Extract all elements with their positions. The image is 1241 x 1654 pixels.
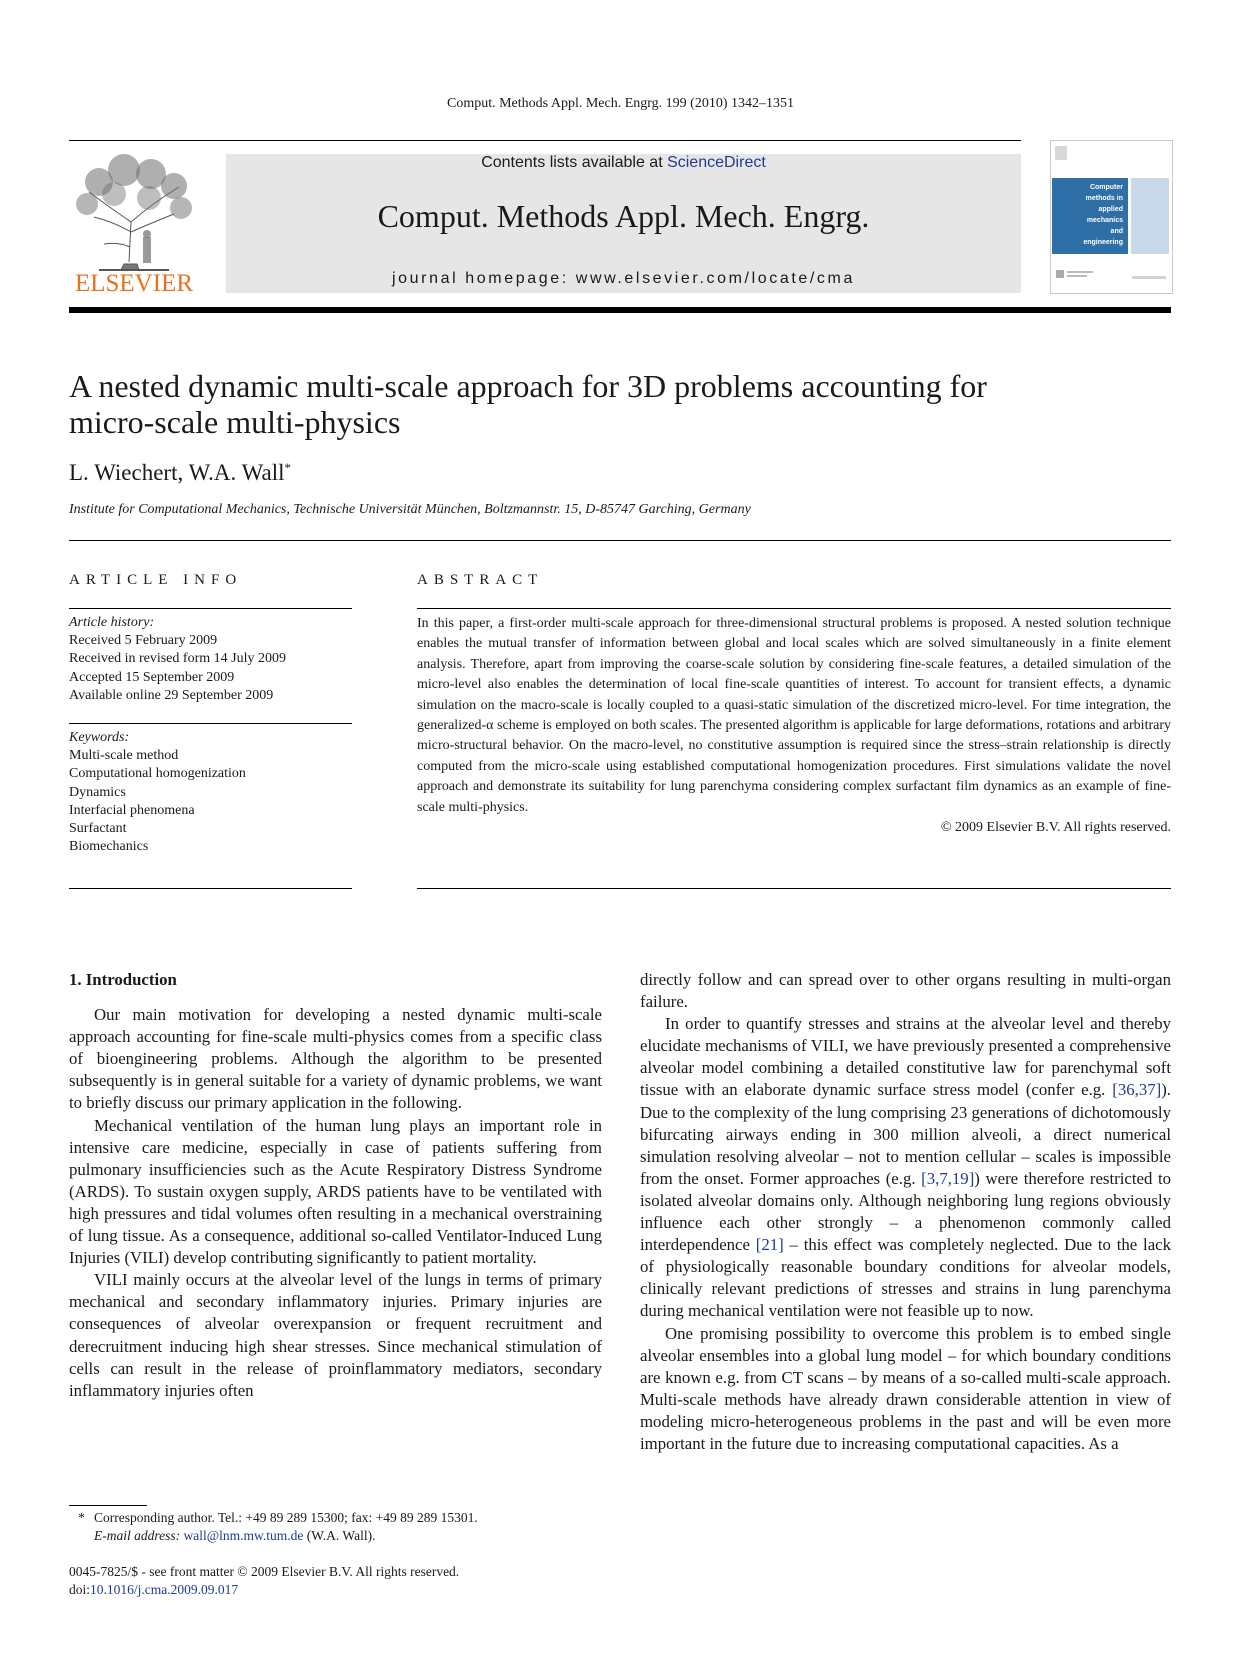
- paragraph-text: In order to quantify stresses and strains at the alveolar level and thereby elucidate mechanisms of VILI, we have previously presented a comprehensive alveolar model combining a detailed constitutive law for parenchymal soft tissue with an elaborate dynamic surface stress model (confer e.g.: [640, 1014, 1171, 1100]
- author-names: L. Wiechert, W.A. Wall: [69, 460, 285, 485]
- cover-title-block: [1052, 178, 1128, 254]
- paragraph-text: ) were therefore restricted to isolated alveolar domains only. Although neighboring lung regions obviously influence each other strongly – a phenomenon commonly called interdependence: [640, 1168, 1172, 1255]
- elsevier-wordmark: ELSEVIER: [74, 270, 194, 297]
- body-column-right: [640, 969, 1171, 1455]
- cover-line: Computer: [1089, 184, 1123, 191]
- issn-line: 0045-7825/$ - see front matter © 2009 Elsevier B.V. All rights reserved.: [69, 1564, 460, 1579]
- article-info-rule-middle: [69, 723, 352, 724]
- doi-prefix: doi:: [69, 1582, 91, 1597]
- email-link[interactable]: wall@lnm.mw.tum.de: [183, 1528, 304, 1543]
- footnote-line: [69, 1509, 629, 1527]
- running-header: Comput. Methods Appl. Mech. Engrg. 199 (2010) 1342–1351: [446, 96, 794, 111]
- keyword-item: Biomechanics: [69, 839, 149, 855]
- keyword-item: Computational homogenization: [69, 766, 246, 782]
- keyword-item: Surfactant: [69, 821, 127, 837]
- abstract-body: [417, 614, 1171, 838]
- body-paragraph: Mechanical ventilation of the human lung plays an important role in intensive care medicine, especially in case of patients suffering from pulmonary insufficiencies such as the Acute Respiratory Distress Syndrome (ARDS). To sustain oxygen supply, ARDS patients have to be ventilated with high pressures and tidal volumes often resulting in a mechanical overstraining of lung tissue. As a consequence, additional so-called Ventilator-Induced Lung Injuries (VILI) develop contributing significantly to patient mortality.: [69, 1115, 602, 1268]
- section-heading-introduction: 1. Introduction: [69, 970, 177, 989]
- top-rule: [69, 140, 1021, 141]
- citation-link[interactable]: [21]: [755, 1235, 784, 1255]
- cover-side-panel: [1131, 178, 1169, 254]
- cover-bottom-line: [1132, 276, 1166, 279]
- abstract-text: In this paper, a first-order multi-scale approach for three-dimensional structural problems is proposed. A nested solution technique enables the mutual transfer of information between global and local scales which are solved simultaneously in a finite element analysis. Therefore, apart from improving the coarse-scale solution by considering fine-scale features, a detailed simulation of the micro-level also enables the determination of local fine-scale quantities of interest. To account for transient effects, a dynamic simulation on the macro-scale is locally coupled to a quasi-static simulation of the discretized micro-level. For time integration, the generalized-α scheme is employed on both scales. The presented algorithm is applicable for large deformations, rotations and arbitrary micro-structural behavior. On the macro-level, no constitutive assumption is required since the stress–strain relationship is directly computed from the micro-scale using established computational homogenization procedures. First simulations validate the novel approach and demonstrate its suitability for lung parenchyma considering complex surfactant film dynamics as an example of fine-scale multi-physics.: [417, 616, 1171, 815]
- article-title: A nested dynamic multi-scale approach for 3D problems accounting for micro-scale multi-physics: [69, 368, 987, 440]
- keyword-item: Interfacial phenomena: [69, 802, 195, 818]
- title-rule: [69, 540, 1171, 541]
- cover-line: mechanics: [1086, 217, 1123, 224]
- abstract-rule-bottom: [417, 888, 1171, 889]
- footnote-mark: *: [78, 1510, 85, 1525]
- email-label: E-mail address:: [94, 1528, 181, 1543]
- article-info-rule-top: [69, 608, 352, 609]
- keywords-label: Keywords:: [69, 730, 130, 745]
- cover-line: engineering: [1083, 239, 1123, 246]
- email-suffix: (W.A. Wall).: [303, 1528, 376, 1543]
- paragraph-text: – this effect was completely neglected. Due to the lack of physiologically reasonable boundary conditions for alveolar models, clinically relevant predictions of stresses and strains in lung parenchyma during mechanical ventilation were not feasible up to now.: [640, 1235, 1171, 1321]
- elsevier-logo[interactable]: [69, 152, 199, 297]
- keyword-item: Multi-scale method: [69, 748, 179, 764]
- issn-doi-block: [69, 1563, 669, 1599]
- keyword-item: Dynamics: [69, 784, 126, 800]
- footnote-email-line: [69, 1527, 629, 1545]
- abstract-heading: ABSTRACT: [417, 572, 544, 588]
- citation-link[interactable]: [3,7,19]: [921, 1168, 975, 1188]
- authors: [69, 460, 291, 486]
- affiliation: Institute for Computational Mechanics, Technische Universität München, Boltzmannstr. 15, D-85747 Garching, Germany: [69, 502, 751, 517]
- cover-emblem-icon: [1055, 146, 1067, 160]
- journal-banner: [226, 154, 1021, 293]
- article-history: [69, 614, 352, 705]
- body-column-left: [69, 969, 602, 1402]
- keywords: [69, 729, 352, 856]
- history-label: Article history:: [69, 615, 155, 630]
- corresponding-author-mark[interactable]: *: [284, 460, 291, 475]
- body-paragraph: VILI mainly occurs at the alveolar level of the lungs in terms of primary mechanical and secondary inflammatory injuries. Primary injuries are consequences of alveolar overexpansion or frequent recruitment and derecruitment inducing high shear stresses. Since mechanical stimulation of cells can result in the release of proinflammatory mediators, secondary inflammatory injuries often: [69, 1270, 602, 1400]
- body-paragraph: [640, 1013, 1171, 1322]
- doi-line: [69, 1581, 669, 1599]
- doi-link[interactable]: 10.1016/j.cma.2009.09.017: [90, 1582, 239, 1597]
- footnote: [69, 1509, 629, 1545]
- body-paragraph: Our main motivation for developing a nested dynamic multi-scale approach accounting for fine-scale multi-physics comes from a specific class of bioengineering problems. Although the algorithm to be presented subsequently is in general suitable for a variety of dynamic problems, we want to briefly discuss our primary application in the following.: [69, 1005, 602, 1113]
- cover-line: applied: [1098, 206, 1123, 213]
- article-info-rule-bottom: [69, 888, 352, 889]
- cover-line: and: [1110, 228, 1123, 235]
- journal-homepage-link[interactable]: journal homepage: www.elsevier.com/locate/cma: [392, 270, 855, 287]
- sciencedirect-link[interactable]: ScienceDirect: [667, 154, 766, 171]
- abstract-rule-top: [417, 608, 1171, 609]
- footnote-text: Corresponding author. Tel.: +49 89 289 15300; fax: +49 89 289 15301.: [94, 1510, 478, 1525]
- footnote-rule: [69, 1505, 147, 1506]
- contents-line: [226, 154, 1021, 172]
- abstract-copyright: © 2009 Elsevier B.V. All rights reserved.: [940, 820, 1171, 836]
- history-item: Accepted 15 September 2009: [69, 669, 235, 685]
- history-item: Received in revised form 14 July 2009: [69, 651, 286, 667]
- history-item: Received 5 February 2009: [69, 633, 218, 649]
- body-paragraph-continued: directly follow and can spread over to other organs resulting in multi-organ failure.: [640, 970, 1171, 1012]
- paragraph-text: ). Due to the complexity of the lung comprising 23 generations of dichotomously bifurcating airways ending in 300 million alveoli, a direct numerical simulation resolving alveolar – not to mention cellular – scales is impossible from the onset. Former approaches (e.g.: [640, 1080, 1171, 1188]
- contents-prefix: Contents lists available at: [481, 154, 668, 171]
- cover-line: methods in: [1085, 195, 1123, 202]
- body-paragraph: One promising possibility to overcome this problem is to embed single alveolar ensembles into a global lung model – for which boundary conditions are known e.g. from CT scans – by means of a so-called multi-scale approach. Multi-scale methods have already drawn considerable attention in view of modeling micro-heterogeneous problems in the past and will be even more important in the future due to increasing computational capacities. As a: [640, 1323, 1171, 1453]
- citation-link[interactable]: [36,37]: [1112, 1080, 1162, 1100]
- article-info-heading: ARTICLE INFO: [69, 572, 243, 588]
- cover-publisher-mark-icon: [1056, 268, 1096, 282]
- journal-name: Comput. Methods Appl. Mech. Engrg.: [377, 198, 870, 234]
- header-thick-rule: [69, 307, 1171, 313]
- history-item: Available online 29 September 2009: [69, 687, 274, 703]
